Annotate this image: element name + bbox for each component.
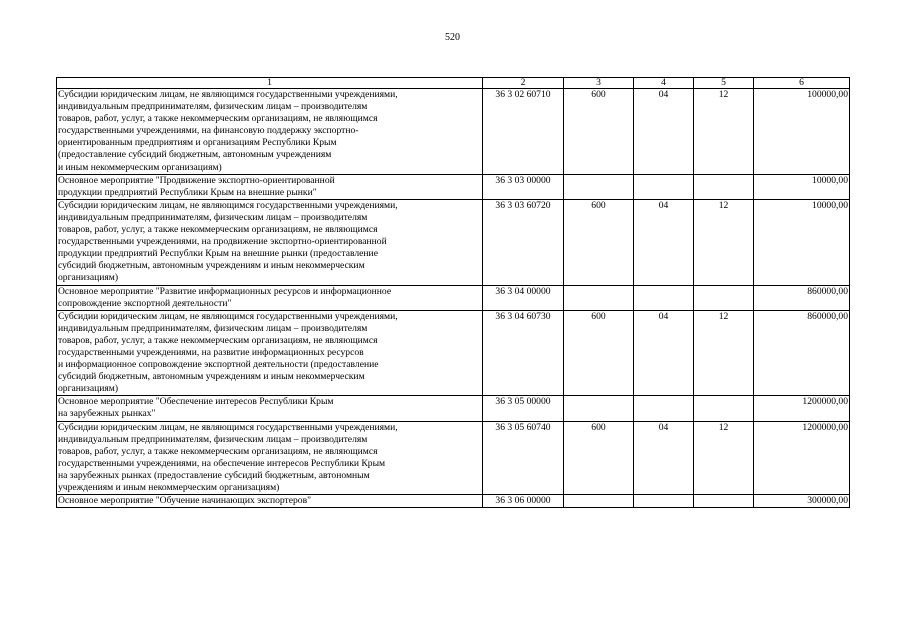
table-row xyxy=(57,89,850,175)
row-subsection: 12 xyxy=(718,310,729,322)
row-description-cell xyxy=(57,310,483,396)
row-target-code: 36 3 05 00000 xyxy=(495,396,551,408)
row-target-code-cell xyxy=(483,285,564,310)
column-number-3: 3 xyxy=(564,78,634,89)
row-amount-cell xyxy=(754,310,850,396)
row-amount: 1200000,00 xyxy=(802,421,848,433)
row-section-cell xyxy=(634,421,694,495)
row-subsection-cell xyxy=(694,310,754,396)
row-expense-type-cell xyxy=(564,310,634,396)
row-section: 04 xyxy=(658,89,669,100)
row-target-code: 36 3 04 60730 xyxy=(495,310,551,322)
row-description: Субсидии юридическим лицам, не являющимся государственными учреждениями, индивидуальным предпринимателям, физическим лицам – производителям товаров, работ, услуг, а также некоммерческим организациям, не являющимся государственными учреждениями, на развитие информационных ресурсов и информационное сопровождение экспортной деятельности (предоставление субсидий бюджетным, автономным учреждениям и иным некоммерческим организациям) xyxy=(58,310,398,395)
row-amount: 10000,00 xyxy=(812,174,848,186)
row-target-code-cell xyxy=(483,310,564,396)
row-target-code-cell xyxy=(483,421,564,495)
row-subsection-cell xyxy=(694,174,754,199)
row-description-cell xyxy=(57,495,483,508)
row-target-code-cell xyxy=(483,396,564,421)
row-target-code-cell xyxy=(483,495,564,508)
row-description-cell xyxy=(57,396,483,421)
row-expense-type: 600 xyxy=(591,199,606,211)
row-subsection: 12 xyxy=(718,89,729,100)
column-number-1: 1 xyxy=(57,78,483,89)
table-row xyxy=(57,396,850,421)
row-target-code-cell xyxy=(483,89,564,175)
table-row xyxy=(57,174,850,199)
row-subsection-cell xyxy=(694,396,754,421)
row-amount-cell xyxy=(754,421,850,495)
row-description: Основное мероприятие "Продвижение экспортно-ориентированной продукции предприятий Республики Крым на внешние рынки" xyxy=(58,174,335,198)
row-target-code-cell xyxy=(483,174,564,199)
row-amount-cell xyxy=(754,199,850,285)
column-number-6: 6 xyxy=(754,78,850,89)
row-amount: 860000,00 xyxy=(807,285,848,297)
column-number-4: 4 xyxy=(634,78,694,89)
row-section-cell xyxy=(634,396,694,421)
row-amount-cell xyxy=(754,174,850,199)
budget-table xyxy=(56,77,850,508)
row-subsection: 12 xyxy=(718,421,729,433)
row-expense-type-cell xyxy=(564,285,634,310)
row-amount-cell xyxy=(754,495,850,508)
table-row xyxy=(57,199,850,285)
row-amount: 300000,00 xyxy=(807,495,848,507)
row-subsection-cell xyxy=(694,89,754,175)
row-expense-type-cell xyxy=(564,495,634,508)
row-subsection-cell xyxy=(694,495,754,508)
row-subsection: 12 xyxy=(718,199,729,211)
row-target-code-cell xyxy=(483,199,564,285)
row-section-cell xyxy=(634,199,694,285)
row-section: 04 xyxy=(658,310,669,322)
row-amount-cell xyxy=(754,396,850,421)
row-description-cell xyxy=(57,285,483,310)
row-expense-type-cell xyxy=(564,89,634,175)
row-subsection-cell xyxy=(694,421,754,495)
row-section-cell xyxy=(634,285,694,310)
row-amount: 1200000,00 xyxy=(802,396,848,408)
row-amount: 860000,00 xyxy=(807,310,848,322)
row-section-cell xyxy=(634,174,694,199)
row-description: Субсидии юридическим лицам, не являющимся государственными учреждениями, индивидуальным предпринимателям, физическим лицам – производителям товаров, работ, услуг, а также некоммерческим организациям, не являющимся государственными учреждениями, на обеспечение интересов Республики Крым на зарубежных рынках (предоставление субсидий бюджетным, автономным учреждениям и иным некоммерческим организациям) xyxy=(58,421,398,493)
row-expense-type-cell xyxy=(564,421,634,495)
row-target-code: 36 3 06 00000 xyxy=(495,495,551,507)
table-row xyxy=(57,285,850,310)
row-description-cell xyxy=(57,89,483,175)
row-target-code: 36 3 03 60720 xyxy=(495,199,551,211)
table-row xyxy=(57,310,850,396)
row-target-code: 36 3 03 00000 xyxy=(495,174,551,186)
row-section: 04 xyxy=(658,199,669,211)
row-amount: 100000,00 xyxy=(807,89,848,100)
row-description: Основное мероприятие "Обучение начинающих экспортеров" xyxy=(58,495,312,507)
row-target-code: 36 3 02 60710 xyxy=(495,89,551,100)
row-description-cell xyxy=(57,174,483,199)
row-expense-type: 600 xyxy=(591,310,606,322)
row-expense-type-cell xyxy=(564,199,634,285)
column-number-5: 5 xyxy=(694,78,754,89)
row-expense-type: 600 xyxy=(591,89,606,100)
row-description: Субсидии юридическим лицам, не являющимся государственными учреждениями, индивидуальным предпринимателям, физическим лицам – производителям товаров, работ, услуг, а также некоммерческим организациям, не являющимся государственными учреждениями, на продвижение экспортно-ориентированной продукции предприятий Республки Крым на внешние рынки (предоставление субсидий бюджетным, автономным учреждениям и иным некоммерческим организациям) xyxy=(58,199,398,284)
row-amount: 10000,00 xyxy=(812,199,848,211)
row-expense-type: 600 xyxy=(591,421,606,433)
row-description-cell xyxy=(57,199,483,285)
row-expense-type-cell xyxy=(564,396,634,421)
row-description: Субсидии юридическим лицам, не являющимся государственными учреждениями, индивидуальным предпринимателям, физическим лицам – производителям товаров, работ, услуг, а также некоммерческим организациям, не являющимся государственными учреждениями, на финансовую поддержку экспортно- ориентированным предприятиям и организациям Республики Крым (предоставление субсидий бюджетным, автономным учреждениям и иным некоммерческим организациям) xyxy=(58,89,398,173)
page-number: 520 xyxy=(445,32,460,43)
row-amount-cell xyxy=(754,89,850,175)
row-section-cell xyxy=(634,89,694,175)
row-amount-cell xyxy=(754,285,850,310)
row-subsection-cell xyxy=(694,199,754,285)
row-expense-type-cell xyxy=(564,174,634,199)
column-number-header-row xyxy=(57,78,850,89)
table-row xyxy=(57,495,850,508)
row-subsection-cell xyxy=(694,285,754,310)
row-target-code: 36 3 04 00000 xyxy=(495,285,551,297)
row-target-code: 36 3 05 60740 xyxy=(495,421,551,433)
row-section: 04 xyxy=(658,421,669,433)
column-number-2: 2 xyxy=(483,78,564,89)
table-row xyxy=(57,421,850,495)
row-description: Основное мероприятие "Развитие информационных ресурсов и информационное сопровождение экспортной деятельности" xyxy=(58,285,392,309)
row-section-cell xyxy=(634,495,694,508)
row-description-cell xyxy=(57,421,483,495)
row-description: Основное мероприятие "Обеспечение интересов Республики Крым на зарубежных рынках" xyxy=(58,396,334,420)
row-section-cell xyxy=(634,310,694,396)
